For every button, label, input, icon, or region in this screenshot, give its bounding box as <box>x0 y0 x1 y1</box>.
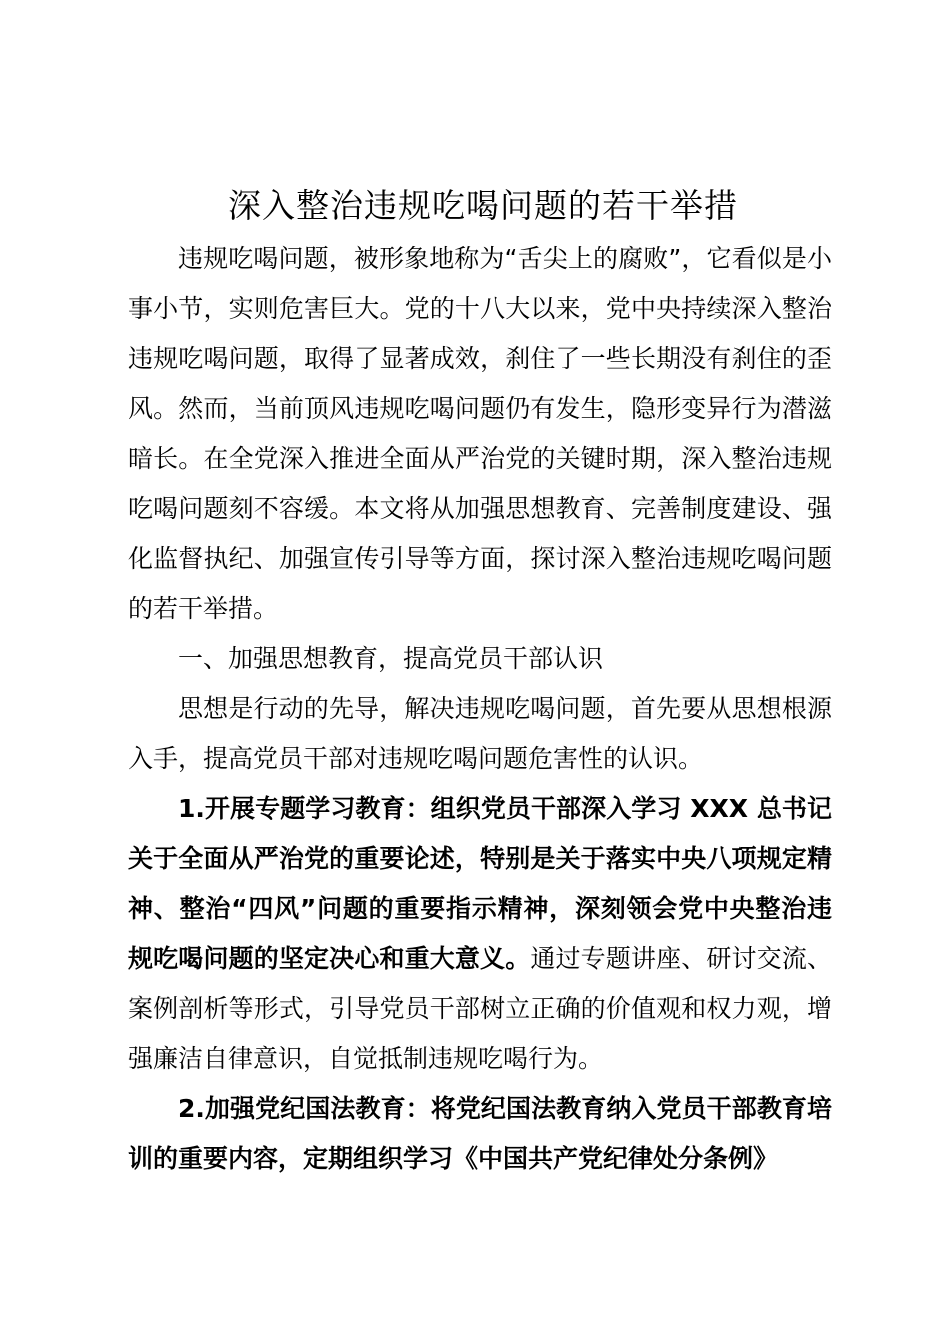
section-1-heading: 一、加强思想教育，提高党员干部认识 <box>178 644 604 673</box>
item-1-paragraph <box>128 784 832 1084</box>
item-2-bold-text: 2.加强党纪国法教育：将党纪国法教育纳入党员干部教育培训的重要内容，定期组织学习《中国共产党纪律处分条例》 <box>128 1094 832 1173</box>
document-title: 深入整治违规吃喝问题的若干举措 <box>228 186 738 225</box>
section-1-intro-paragraph: 思想是行动的先导，解决违规吃喝问题，首先要从思想根源入手，提高党员干部对违规吃喝问题危害性的认识。 <box>128 694 832 773</box>
intro-paragraph: 违规吃喝问题，被形象地称为“舌尖上的腐败”，它看似是小事小节，实则危害巨大。党的十八大以来，党中央持续深入整治违规吃喝问题，取得了显著成效，刹住了一些长期没有刹住的歪风。然而，当前顶风违规吃喝问题仍有发生，隐形变异行为潜滋暗长。在全党深入推进全面从严治党的关键时期，深入整治违规吃喝问题刻不容缓。本文将从加强思想教育、完善制度建设、强化监督执纪、加强宣传引导等方面，探讨深入整治违规吃喝问题的若干举措。 <box>128 244 832 623</box>
item-1-text: 通过专题讲座、研讨交流、案例剖析等形式，引导党员干部树立正确的价值观和权力观，增强廉洁自律意识，自觉抵制违规吃喝行为。 <box>128 944 832 1073</box>
item-1-bold-text: 1.开展专题学习教育：组织党员干部深入学习 XXX 总书记关于全面从严治党的重要论述，特别是关于落实中央八项规定精神、整治“四风”问题的重要指示精神，深刻领会党中央整治违规吃喝问题的坚定决心和重大意义。 <box>128 794 832 973</box>
document-body <box>128 178 832 1184</box>
item-2-paragraph <box>128 1084 832 1184</box>
